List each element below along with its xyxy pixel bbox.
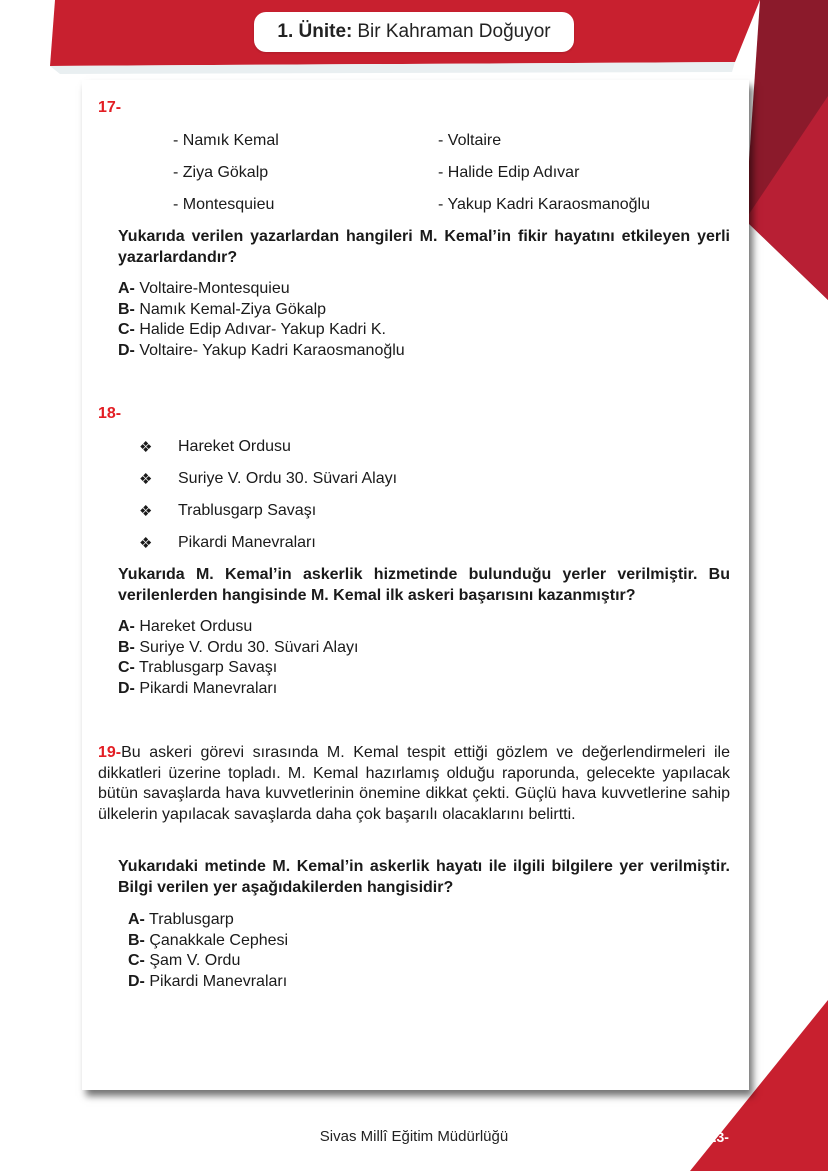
q17-option-a	[118, 279, 290, 300]
q17-option-c	[118, 320, 386, 341]
option-text: Hareket Ordusu	[139, 618, 253, 635]
footer-publisher: Sivas Millî Eğitim Müdürlüğü	[319, 1128, 509, 1145]
q17-name: - Halide Edip Adıvar	[438, 164, 580, 181]
q18-item: Trablusgarp Savaşı	[178, 502, 317, 519]
unit-header	[254, 12, 574, 52]
q19-option-b	[128, 931, 288, 952]
option-text: Halide Edip Adıvar- Yakup Kadri K.	[139, 321, 386, 338]
q18-option-d	[118, 679, 277, 700]
q19-question: Yukarıdaki metinde M. Kemal’in askerlik hayatı ile ilgili bilgilere yer verilmiştir. Bilgi verilen yer aşağıdakilerden hangisidir?	[118, 858, 730, 896]
q18-item: Pikardi Manevraları	[178, 534, 316, 551]
q19-option-a	[128, 910, 234, 931]
option-letter: B-	[118, 301, 135, 318]
q18-option-a	[118, 617, 252, 638]
option-letter: C-	[118, 659, 135, 676]
q18-question: Yukarıda M. Kemal’in askerlik hizmetinde bulunduğu yerler verilmiştir. Bu verilenlerden hangisinde M. Kemal ilk askeri başarısını kazanmıştır?	[118, 566, 730, 604]
diamond-bullet-icon: ❖	[139, 535, 153, 552]
option-text: Trablusgarp Savaşı	[139, 659, 278, 676]
q17-name: - Ziya Gökalp	[173, 164, 269, 181]
option-letter: C-	[128, 952, 145, 969]
option-letter: D-	[118, 680, 135, 697]
question-19-number: 19-	[98, 744, 122, 761]
option-letter: D-	[118, 342, 135, 359]
q17-name: - Voltaire	[438, 132, 502, 149]
unit-title: Bir Kahraman Doğuyor	[357, 21, 551, 42]
diamond-bullet-icon: ❖	[139, 471, 153, 488]
q18-item: Suriye V. Ordu 30. Süvari Alayı	[178, 470, 398, 487]
option-text: Voltaire- Yakup Kadri Karaosmanoğlu	[139, 342, 405, 359]
q19-passage-block	[98, 743, 730, 825]
q17-option-d	[118, 341, 405, 362]
option-text: Pikardi Manevraları	[139, 680, 278, 697]
option-letter: A-	[118, 280, 135, 297]
option-letter: A-	[128, 911, 145, 928]
question-17-number: 17-	[98, 99, 122, 116]
unit-label: 1. Ünite:	[277, 21, 353, 42]
q19-option-d	[128, 972, 287, 993]
q17-option-b	[118, 300, 326, 321]
q18-item: Hareket Ordusu	[178, 438, 291, 455]
q17-name: - Namık Kemal	[173, 132, 279, 149]
q17-question: Yukarıda verilen yazarlardan hangileri M. Kemal’in fikir hayatını etkileyen yerli yazarlardandır?	[118, 228, 730, 266]
diamond-bullet-icon: ❖	[139, 503, 153, 520]
option-text: Voltaire-Montesquieu	[139, 280, 290, 297]
question-18-number: 18-	[98, 405, 122, 422]
q17-name: - Montesquieu	[173, 196, 275, 213]
q19-passage: Bu askeri görevi sırasında M. Kemal tespit ettiği gözlem ve değerlendirmeleri ile dikkatleri üzerine topladı. M. Kemal hazırlamış olduğu raporunda, gelecekte yapılacak bütün savaşlarda hava kuvvetlerinin önemine dikkat çekti. Güçlü hava kuvvetlerine sahip ülkelerin yapılacak savaşlarda daha çok başarılı olacaklarını belirtti.	[98, 744, 730, 823]
option-text: Pikardi Manevraları	[149, 973, 288, 990]
q19-option-c	[128, 951, 240, 972]
option-letter: D-	[128, 973, 145, 990]
page-number: -23-	[704, 1129, 729, 1145]
option-text: Namık Kemal-Ziya Gökalp	[139, 301, 327, 318]
option-text: Şam V. Ordu	[149, 952, 241, 969]
diamond-bullet-icon: ❖	[139, 439, 153, 456]
option-text: Çanakkale Cephesi	[149, 932, 289, 949]
q18-option-b	[118, 638, 358, 659]
option-letter: A-	[118, 618, 135, 635]
option-text: Suriye V. Ordu 30. Süvari Alayı	[139, 639, 359, 656]
option-letter: C-	[118, 321, 135, 338]
option-letter: B-	[118, 639, 135, 656]
q18-option-c	[118, 658, 277, 679]
q17-name: - Yakup Kadri Karaosmanoğlu	[438, 196, 650, 213]
option-text: Trablusgarp	[149, 911, 234, 928]
option-letter: B-	[128, 932, 145, 949]
